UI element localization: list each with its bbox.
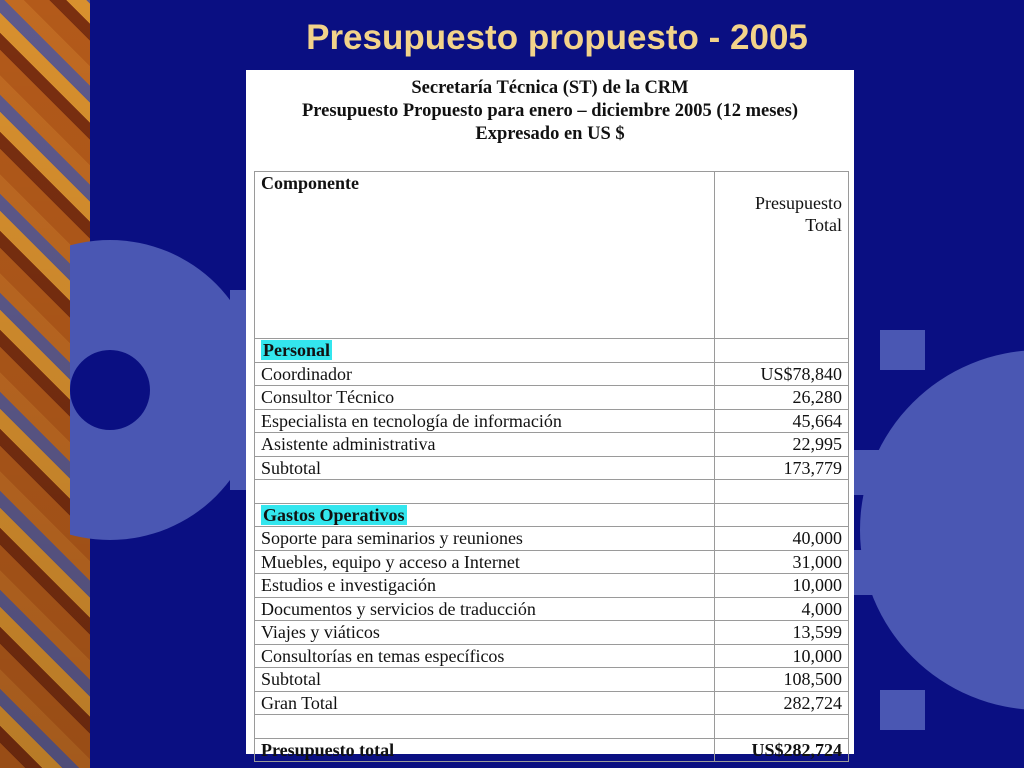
budget-table (254, 171, 849, 762)
table-row: Especialista en tecnología de información 45,664 (255, 409, 849, 433)
section-label-personal: Personal (263, 340, 330, 361)
table-row: Viajes y viáticos 13,599 (255, 621, 849, 645)
total-row (255, 738, 849, 762)
spacer-row (255, 715, 849, 739)
header-line-2: Presupuesto Propuesto para enero – diciembre 2005 (12 meses) (301, 101, 799, 121)
table-row: Muebles, equipo y acceso a Internet 31,000 (255, 550, 849, 574)
table-row: Estudios e investigación 10,000 (255, 574, 849, 598)
table-row: Consultor Técnico 26,280 (255, 386, 849, 410)
section-row-operativos (255, 503, 849, 527)
table-row: Soporte para seminarios y reuniones 40,000 (255, 527, 849, 551)
column-header-budget: Presupuesto Total (715, 172, 849, 339)
table-header-row (255, 172, 849, 339)
table-row: Documentos y servicios de traducción 4,000 (255, 597, 849, 621)
gear-decoration-right (840, 300, 1024, 760)
subtotal-row-personal: Subtotal 173,779 (255, 456, 849, 480)
slide-title: Presupuesto propuesto - 2005 (306, 18, 808, 57)
header-line-3: Expresado en US $ (475, 124, 625, 144)
total-label: Presupuesto total (255, 738, 715, 762)
document-header (246, 70, 854, 146)
column-header-component: Componente (255, 172, 715, 339)
grand-total-row: Gran Total 282,724 (255, 691, 849, 715)
spacer-row (255, 480, 849, 504)
total-value: US$282,724 (715, 738, 849, 762)
table-row: Asistente administrativa 22,995 (255, 433, 849, 457)
header-line-1: Secretaría Técnica (ST) de la CRM (411, 78, 689, 98)
budget-document (246, 70, 854, 760)
table-row: Coordinador US$78,840 (255, 362, 849, 386)
section-label-operativos: Gastos Operativos (263, 504, 405, 525)
table-row: Consultorías en temas específicos 10,000 (255, 644, 849, 668)
section-row-personal (255, 339, 849, 363)
subtotal-row-operativos: Subtotal 108,500 (255, 668, 849, 692)
